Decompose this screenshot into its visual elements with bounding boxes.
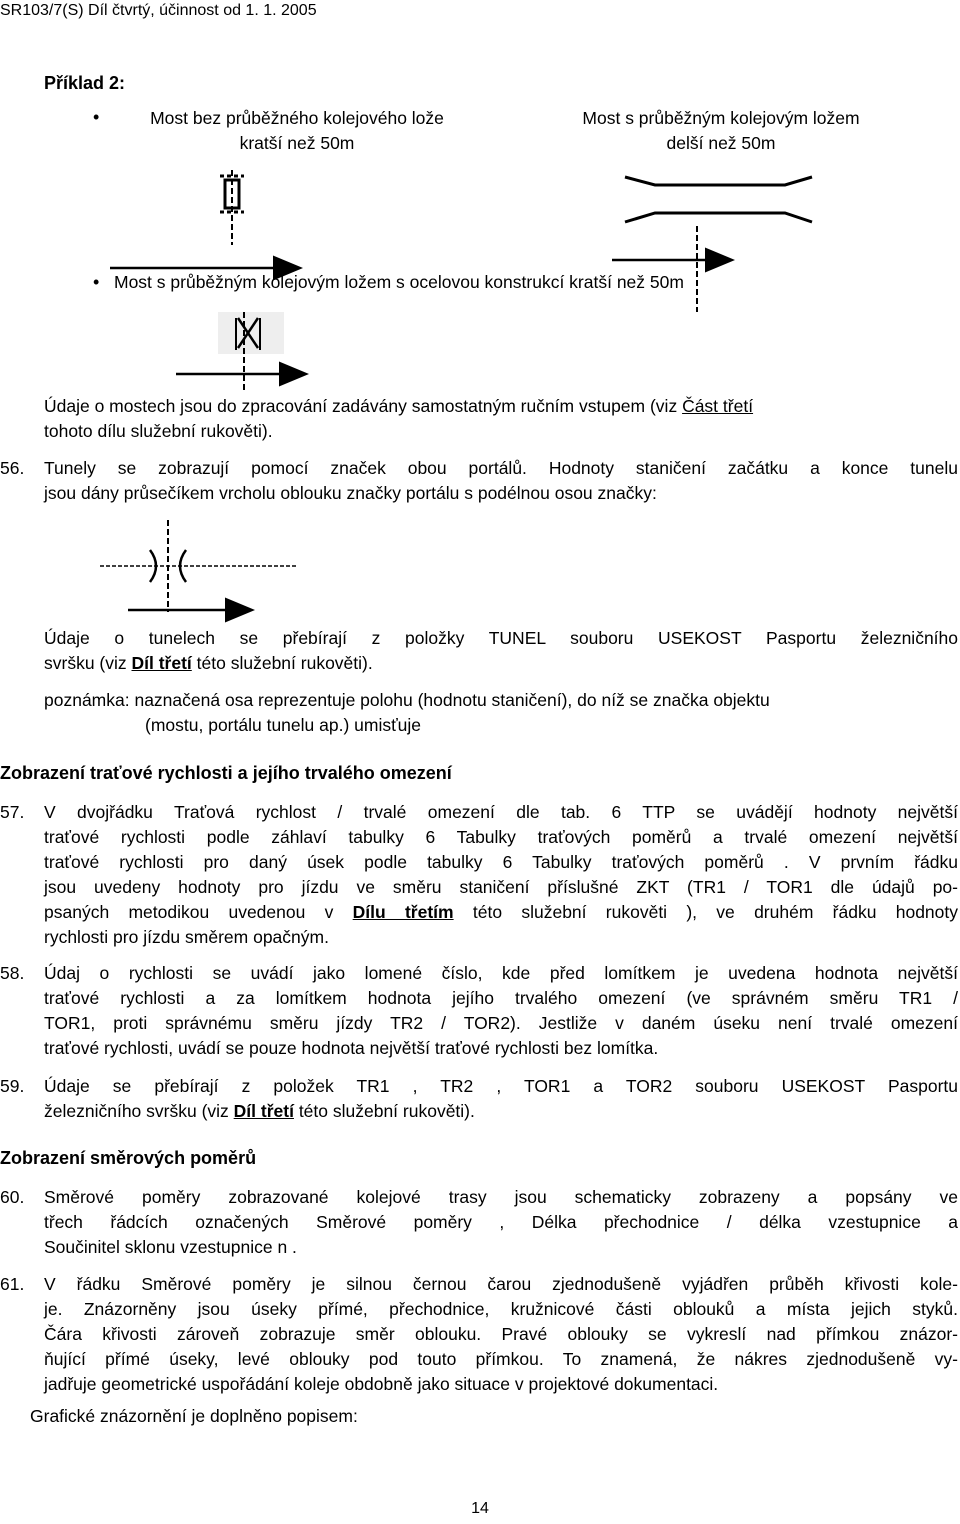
para-58-number: 58.	[0, 963, 25, 983]
bridge-short-label-line1: Most bez průběžného kolejového lože	[150, 108, 444, 128]
bridge-long-symbol-icon	[612, 177, 812, 312]
bridge-short-symbol-icon	[110, 170, 298, 268]
para-56: Tunely se zobrazují pomocí značek obou portálů. Hodnoty staničení začátku a konce tunelu jsou dány průsečíkem vrcholu oblouku značky portálu s podélnou osou značky:	[44, 458, 958, 503]
bullet-dot: •	[93, 272, 100, 292]
section-speed-heading: Zobrazení traťové rychlosti a jejího trvalého omezení	[0, 763, 452, 783]
tunnel-portal-symbol-icon	[100, 520, 298, 612]
example-heading: Příklad 2:	[44, 73, 126, 93]
bridge-steel-label: Most s průběžným kolejovým ložem s ocelovou konstrukcí kratší než 50m	[114, 272, 684, 292]
link-part-three[interactable]: Díl třetí	[233, 1101, 294, 1121]
bridge-steel-symbol-icon	[176, 312, 304, 392]
bridges-note-line1: Údaje o mostech jsou do zpracování zadávány samostatným ručním vstupem (viz Část třetí	[44, 396, 754, 416]
remark-line2: (mostu, portálu tunelu ap.) umisťuje	[145, 715, 422, 735]
link-part-three[interactable]: Část třetí	[682, 396, 754, 416]
page-number: 14	[471, 1500, 489, 1517]
para-60: Směrové poměry zobrazované kolejové trasy jsou schematicky zobrazeny a popsány ve třech řádcích označených Směrové poměry , Délka přechodnice / délka vzestupnice a Součinitel sklonu vzestupnice n .	[44, 1187, 958, 1257]
bridge-short-label-line2: kratší než 50m	[239, 133, 355, 153]
tunnels-note: Údaje o tunelech se přebírají z položky TUNEL souboru USEKOST Pasportu železničního svršku (viz Díl třetí této služební rukověti).	[44, 628, 958, 673]
para-59-number: 59.	[0, 1076, 25, 1096]
para-61-number: 61.	[0, 1274, 25, 1294]
remark-line1: poznámka: naznačená osa reprezentuje polohu (hodnotu staničení), do níž se značka objektu	[44, 690, 770, 710]
link-part-three[interactable]: Dílu třetím	[352, 902, 454, 922]
para-57-number: 57.	[0, 802, 25, 822]
page-header: SR103/7(S) Díl čtvrtý, účinnost od 1. 1. 2005	[0, 2, 317, 19]
para-60-number: 60.	[0, 1187, 25, 1207]
para-57: V dvojřádku Traťová rychlost / trvalé omezení dle tab. 6 TTP se uvádějí hodnoty největší traťové rychlosti podle záhlaví tabulky 6 Tabulky traťových poměrů a trvalé omezení největší traťové rychlosti pro daný úsek podle tabulky 6 Tabulky traťových poměrů . V prvním řádku jsou uvedeny hodnoty pro jízdu ve směru staničení příslušné ZKT (TR1 / TOR1 dle údajů po- psaných metodikou uvedenou v Dílu třetím této služební rukověti ), ve druhém řádku hodnoty rychlosti pro jízdu směrem opačným.	[44, 802, 958, 947]
bridges-note-line2: tohoto dílu služební rukověti).	[44, 421, 273, 441]
section-direction-heading: Zobrazení směrových poměrů	[0, 1148, 257, 1168]
graphic-note: Grafické znázornění je doplněno popisem:	[30, 1406, 358, 1426]
bridge-long-label-line1: Most s průběžným kolejovým ložem	[582, 108, 860, 128]
para-59: Údaje se přebírají z položek TR1 , TR2 , TOR1 a TOR2 souboru USEKOST Pasportu železničního svršku (viz Díl třetí této služební rukověti).	[44, 1076, 958, 1121]
link-part-three[interactable]: Díl třetí	[131, 653, 192, 673]
para-58: Údaj o rychlosti se uvádí jako lomené číslo, kde před lomítkem je uvedena hodnota největší traťové rychlosti a za lomítkem hodnota jejího trvalého omezení (ve správném směru TR1 / TOR1, proti správnému směru jízdy TR2 / TOR2). Jestliže v daném úseku není trvalé omezení traťové rychlosti, uvádí se pouze hodnota největší traťové rychlosti bez lomítka.	[44, 963, 958, 1058]
para-61: V řádku Směrové poměry je silnou černou čarou zjednodušeně vyjádřen průběh křivosti kole- je. Znázorněny jsou úseky přímé, přechodnice, kružnicové části oblouků a místa jejich styků. Čára křivosti zároveň zobrazuje směr oblouku. Pravé oblouky se vykreslí nad přímkou znázor- ňující přímé úseky, levé oblouky pod touto přímkou. To znamená, že nákres zjednodušeně vy- jadřuje geometrické uspořádání koleje obdobně jako situace v projektové dokumentaci.	[44, 1274, 958, 1394]
bridge-long-label-line2: delší než 50m	[666, 133, 776, 153]
bullet-dot: •	[93, 107, 100, 127]
para-56-number: 56.	[0, 458, 25, 478]
